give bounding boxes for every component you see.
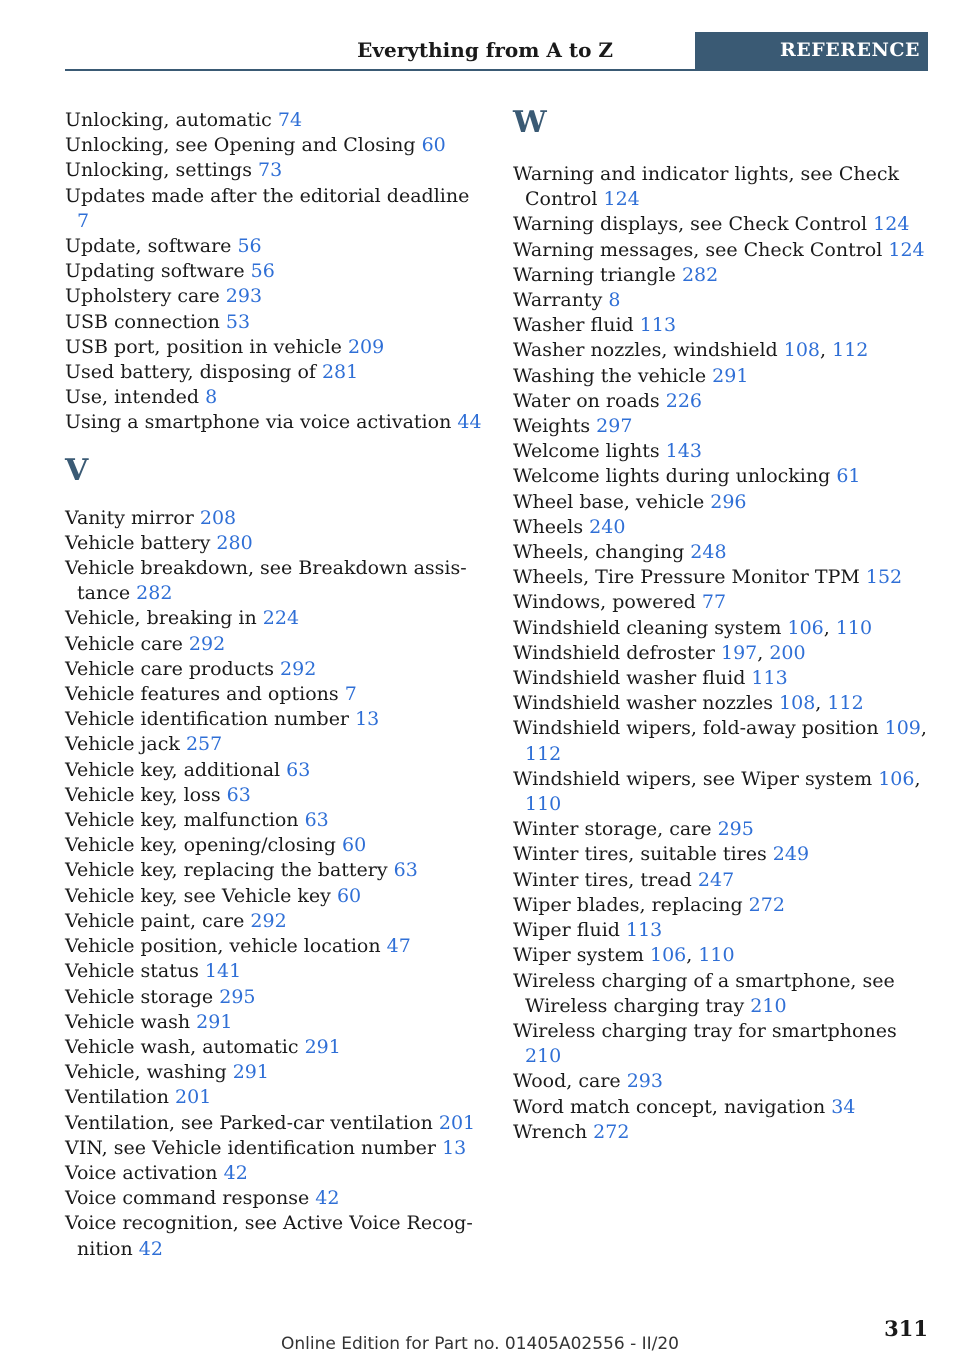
header-rule	[65, 69, 695, 71]
index-entry	[65, 884, 485, 909]
page-reference-link[interactable]: 291	[196, 1010, 233, 1033]
index-entry	[65, 184, 485, 234]
index-letter-heading-v: V	[65, 452, 89, 488]
index-entry: Windshield defroster 197, 200	[513, 641, 806, 664]
index-entry	[513, 238, 933, 263]
page-reference-link[interactable]: 113	[626, 919, 663, 942]
page-reference-link[interactable]: 282	[136, 582, 173, 605]
index-entry-term: Windows, powered	[513, 591, 696, 614]
index-entry	[513, 893, 933, 918]
index-entry-term: Vehicle battery	[65, 531, 211, 554]
page-reference-link[interactable]: 201	[438, 1111, 476, 1134]
page-reference-link[interactable]: 210	[525, 1045, 562, 1068]
index-entry-term: Vehicle, breaking in	[65, 607, 257, 630]
index-entry	[513, 313, 933, 338]
index-entry-term: Weights	[513, 415, 591, 438]
index-entry-term: Vehicle wash, automatic	[65, 1035, 299, 1058]
index-column-right	[513, 106, 933, 1145]
index-entry	[65, 133, 485, 158]
index-entry: Windshield wipers, see Wiper system 106, 110	[513, 767, 921, 816]
page-reference-link[interactable]: 8	[608, 289, 621, 312]
index-entry	[513, 540, 933, 565]
index-entry	[65, 707, 485, 732]
index-entry	[65, 758, 485, 783]
index-entry-term: Vehicle key, see Vehicle key	[65, 884, 331, 907]
index-list-v	[65, 506, 485, 1262]
page-reference-link[interactable]: 295	[219, 985, 256, 1008]
index-entry	[513, 969, 933, 1019]
index-entry	[65, 284, 485, 309]
page-reference-link[interactable]: 112	[832, 339, 869, 362]
index-entry-term: Vehicle breakdown, see Breakdown assistance	[65, 557, 467, 605]
page-reference-link[interactable]: 109	[884, 717, 921, 740]
index-entry	[65, 833, 485, 858]
index-entry-term: Warning displays, see Check Control	[513, 213, 868, 236]
page-reference-link[interactable]: 297	[596, 415, 633, 438]
index-entry	[65, 1060, 485, 1085]
index-entry-term: Use, intended	[65, 386, 200, 409]
page-reference-link[interactable]: 53	[225, 310, 251, 333]
index-entry	[513, 1019, 933, 1069]
index-entry-term: Vehicle storage	[65, 985, 214, 1008]
page-reference-link[interactable]: 108	[783, 339, 821, 362]
page-reference-link[interactable]: 292	[188, 632, 226, 655]
index-entry	[65, 783, 485, 808]
index-entry-term: Updates made after the editorial deadline	[65, 184, 470, 207]
index-entry	[513, 212, 933, 237]
page-reference-link[interactable]: 291	[304, 1035, 341, 1058]
index-entry-term: Wheels, changing	[513, 541, 685, 564]
index-entry-term: Unlocking, see Opening and Closing	[65, 134, 416, 157]
index-entry-term: Upholstery care	[65, 285, 220, 308]
index-entry-term: Vehicle jack	[65, 733, 180, 756]
index-entry-term: Vehicle key, loss	[65, 783, 221, 806]
page-reference-link[interactable]: 42	[138, 1237, 163, 1260]
index-entry-term: Windshield washer fluid	[513, 667, 746, 690]
index-entry	[65, 259, 485, 284]
page-reference-link[interactable]: 7	[344, 683, 357, 706]
page-reference-link[interactable]: 292	[280, 657, 317, 680]
index-entry	[513, 918, 933, 943]
index-entry	[65, 732, 485, 757]
page-reference-link[interactable]: 108	[779, 692, 816, 715]
index-entry-term: Vehicle paint, care	[65, 909, 245, 932]
index-entry	[65, 310, 485, 335]
index-entry-term: Wiper system	[513, 944, 644, 967]
index-entry-term: Vehicle status	[65, 960, 199, 983]
index-entry-term: Vehicle position, vehicle location	[65, 935, 381, 958]
page-reference-link[interactable]: 63	[286, 758, 311, 781]
page-reference-link[interactable]: 106	[878, 767, 915, 790]
index-entry-term: Wiper fluid	[513, 919, 620, 942]
page-reference-link[interactable]: 209	[347, 335, 385, 358]
page-reference-link[interactable]: 60	[341, 834, 367, 857]
index-entry-term: Voice command response	[65, 1187, 310, 1210]
page-reference-link[interactable]: 208	[199, 506, 237, 529]
index-entry-term: Vehicle features and options	[65, 683, 339, 706]
index-entry-term: Voice recognition, see Active Voice Recognition	[65, 1212, 473, 1260]
page-reference-link[interactable]: 293	[626, 1070, 663, 1093]
page-reference-link[interactable]: 63	[393, 859, 418, 882]
page-reference-link[interactable]: 291	[712, 364, 749, 387]
index-entry-term: Updating software	[65, 260, 245, 283]
index-entry	[513, 817, 933, 842]
page-reference-link[interactable]: 141	[204, 960, 242, 983]
index-entry	[513, 868, 933, 893]
section-tab: REFERENCE	[695, 32, 928, 71]
page-reference-link[interactable]: 282	[681, 263, 719, 286]
page-reference-link[interactable]: 34	[831, 1095, 856, 1118]
page-reference-link[interactable]: 200	[769, 641, 806, 664]
page-reference-link[interactable]: 113	[751, 667, 788, 690]
index-entry-term: Wheels, Tire Pressure Monitor TPM	[513, 566, 860, 589]
index-entry-term: USB port, position in vehicle	[65, 335, 342, 358]
index-entry-term: Wireless charging of a smartphone, see Wireless charging tray	[513, 969, 895, 1017]
index-entry	[65, 385, 485, 410]
index-entry-term: Vehicle, washing	[65, 1061, 227, 1084]
page-reference-link[interactable]: 56	[250, 260, 275, 283]
index-entry-term: Update, software	[65, 235, 232, 258]
page-reference-link[interactable]: 63	[304, 809, 329, 832]
index-entry-term: Wood, care	[513, 1070, 621, 1093]
page-reference-link[interactable]: 8	[205, 386, 218, 409]
index-entry: Windshield wipers, fold-away position 109, 112	[513, 717, 927, 765]
page-reference-link[interactable]: 201	[175, 1086, 212, 1109]
page-reference-link[interactable]: 13	[355, 708, 380, 731]
page-reference-link[interactable]: 112	[827, 692, 864, 715]
page-reference-link[interactable]: 60	[336, 884, 362, 907]
page-reference-link[interactable]: 63	[226, 783, 251, 806]
page-reference-link[interactable]: 110	[525, 793, 562, 816]
index-entry	[513, 1069, 933, 1094]
index-entry-term: Vehicle care products	[65, 657, 274, 680]
page-reference-link[interactable]: 124	[603, 188, 640, 211]
page-reference-link[interactable]: 210	[750, 994, 787, 1017]
page-reference-link[interactable]: 224	[262, 607, 300, 630]
index-entry	[513, 162, 933, 212]
index-entry: Wiper system 106, 110	[513, 944, 735, 967]
index-entry	[513, 590, 933, 615]
index-entry-term: USB connection	[65, 310, 220, 333]
index-entry	[513, 515, 933, 540]
index-entry	[65, 1111, 485, 1136]
index-entry-term: Voice activation	[65, 1161, 218, 1184]
page-reference-link[interactable]: 112	[525, 742, 562, 765]
index-column-left	[65, 108, 485, 1262]
page-reference-link[interactable]: 106	[649, 944, 687, 967]
index-entry-term: Warning and indicator lights, see Check Control	[513, 163, 899, 211]
index-entry-term: Wrench	[513, 1120, 588, 1143]
index-entry	[513, 364, 933, 389]
index-entry	[513, 1095, 933, 1120]
index-entry	[513, 842, 933, 867]
index-entry-term: Washer fluid	[513, 314, 634, 337]
page-reference-link[interactable]: 249	[772, 843, 810, 866]
page-reference-link[interactable]: 293	[225, 285, 263, 308]
index-entry: Washer nozzles, windshield 108, 112	[513, 339, 869, 362]
index-entry	[65, 606, 485, 631]
page-reference-link[interactable]: 56	[237, 235, 262, 258]
index-entry	[65, 985, 485, 1010]
index-entry-term: Winter tires, suitable tires	[513, 843, 767, 866]
page-reference-link[interactable]: 113	[639, 314, 677, 337]
index-entry	[65, 108, 485, 133]
page-reference-link[interactable]: 197	[720, 641, 758, 664]
index-entry	[65, 934, 485, 959]
page-reference-link[interactable]: 296	[710, 490, 747, 513]
index-entry	[65, 909, 485, 934]
index-entry-term: Unlocking, automatic	[65, 109, 272, 131]
page-reference-link[interactable]: 44	[457, 411, 482, 434]
index-entry-term: Warranty	[513, 289, 603, 312]
index-entry: Windshield cleaning system 106, 110	[513, 616, 873, 639]
page-reference-link[interactable]: 106	[787, 616, 824, 639]
index-entry	[513, 389, 933, 414]
index-entry	[513, 288, 933, 313]
index-entry-term: Vehicle key, additional	[65, 758, 281, 781]
page-reference-link[interactable]: 73	[258, 159, 283, 182]
index-entry-term: Warning triangle	[513, 263, 676, 286]
index-entry	[65, 1136, 485, 1161]
page-reference-link[interactable]: 42	[223, 1161, 248, 1184]
index-entry	[513, 666, 933, 691]
page-reference-link[interactable]: 280	[216, 531, 253, 554]
index-entry-term: Winter tires, tread	[513, 868, 692, 891]
page-reference-link[interactable]: 61	[836, 465, 861, 488]
index-entry	[65, 360, 485, 385]
page-reference-link[interactable]: 60	[421, 134, 446, 157]
index-entry-term: Vanity mirror	[65, 506, 194, 529]
index-entry-term: Vehicle care	[65, 632, 183, 655]
index-entry: Windshield washer nozzles 108, 112	[513, 692, 864, 715]
index-entry-term: Windshield washer nozzles	[513, 692, 773, 715]
index-entry	[65, 959, 485, 984]
header-title: Everything from A to Z	[357, 38, 613, 62]
index-entry	[65, 335, 485, 360]
index-entry	[65, 632, 485, 657]
index-entry	[513, 1120, 933, 1145]
page-header	[65, 32, 928, 71]
index-entry-term: Winter storage, care	[513, 818, 712, 841]
index-entry-term: Used battery, disposing of	[65, 361, 316, 384]
index-entry-term: Windshield defroster	[513, 641, 715, 664]
page-reference-link[interactable]: 13	[442, 1136, 467, 1159]
index-letter-heading-w: W	[513, 105, 547, 140]
page-reference-link[interactable]: 124	[873, 213, 910, 236]
page-reference-link[interactable]: 291	[232, 1061, 269, 1084]
index-entry-term: Wheel base, vehicle	[513, 490, 705, 513]
index-entry-term: VIN, see Vehicle identification number	[65, 1136, 437, 1159]
index-entry-term: Ventilation, see Parked-car ventilation	[65, 1111, 433, 1134]
index-entry	[65, 234, 485, 259]
index-entry-term: Welcome lights during unlocking	[513, 465, 831, 488]
index-entry	[65, 1085, 485, 1110]
index-entry-term: Wiper blades, replacing	[513, 893, 743, 916]
index-entry	[65, 531, 485, 556]
index-entry-term: Vehicle key, opening/closing	[65, 834, 336, 857]
index-entry	[65, 158, 485, 183]
page-reference-link[interactable]: 240	[589, 515, 626, 538]
page-reference-link[interactable]: 110	[698, 944, 735, 967]
index-entry	[513, 439, 933, 464]
index-entry	[65, 1035, 485, 1060]
index-entry-term: Windshield cleaning system	[513, 616, 782, 639]
index-entry	[513, 464, 933, 489]
index-entry	[65, 506, 485, 531]
page-number: 311	[884, 1316, 928, 1341]
index-entry-term: Water on roads	[513, 389, 660, 412]
page-reference-link[interactable]: 74	[277, 109, 303, 131]
footer-edition-text: Online Edition for Part no. 01405A02556 - II/20	[280, 1334, 679, 1354]
index-entry	[65, 1211, 485, 1261]
index-entry	[513, 565, 933, 590]
index-entry	[513, 490, 933, 515]
page-reference-link[interactable]: 292	[250, 909, 287, 932]
index-entry	[513, 414, 933, 439]
page-reference-link[interactable]: 77	[701, 591, 727, 614]
index-entry-term: Wireless charging tray for smartphones	[513, 1019, 897, 1042]
page-reference-link[interactable]: 226	[665, 389, 702, 412]
page-reference-link[interactable]: 272	[593, 1120, 630, 1143]
index-entry	[65, 657, 485, 682]
index-entry	[65, 858, 485, 883]
index-entry-term: Windshield wipers, fold-away position	[513, 717, 879, 740]
index-entry	[65, 682, 485, 707]
page-reference-link[interactable]: 248	[690, 541, 727, 564]
index-entry	[65, 1186, 485, 1211]
index-entry-term: Warning messages, see Check Control	[513, 238, 883, 261]
index-list-w	[513, 162, 933, 1145]
index-entry-term: Wheels	[513, 515, 584, 538]
index-entry-term: Washing the vehicle	[513, 364, 707, 387]
index-list-u	[65, 108, 485, 436]
index-entry-term: Ventilation	[65, 1086, 169, 1109]
index-entry-term: Vehicle wash	[65, 1010, 191, 1033]
index-entry	[65, 1010, 485, 1035]
index-entry-term: Vehicle key, replacing the battery	[65, 859, 388, 882]
page-reference-link[interactable]: 295	[717, 818, 754, 841]
page-reference-link[interactable]: 110	[835, 616, 873, 639]
page-reference-link[interactable]: 7	[77, 209, 90, 232]
index-entry	[513, 263, 933, 288]
page-reference-link[interactable]: 247	[697, 868, 735, 891]
page-reference-link[interactable]: 152	[865, 566, 903, 589]
page-reference-link[interactable]: 257	[185, 733, 223, 756]
page-reference-link[interactable]: 42	[315, 1187, 340, 1210]
index-entry	[65, 1161, 485, 1186]
index-entry	[65, 808, 485, 833]
index-entry	[65, 556, 485, 606]
index-entry-term: Welcome lights	[513, 440, 660, 463]
index-entry-term: Vehicle key, malfunction	[65, 809, 299, 832]
index-entry	[65, 410, 485, 435]
page-reference-link[interactable]: 124	[888, 238, 925, 261]
index-entry-term: Vehicle identification number	[65, 708, 350, 731]
page-reference-link[interactable]: 281	[321, 361, 359, 384]
page-reference-link[interactable]: 47	[386, 935, 411, 958]
page-reference-link[interactable]: 143	[665, 440, 702, 463]
index-entry-term: Washer nozzles, windshield	[513, 339, 778, 362]
index-entry-term: Word match concept, navigation	[513, 1095, 826, 1118]
index-entry-term: Windshield wipers, see Wiper system	[513, 767, 873, 790]
index-entry-term: Unlocking, settings	[65, 159, 252, 182]
page-reference-link[interactable]: 272	[748, 893, 785, 916]
index-entry-term: Using a smartphone via voice activation	[65, 411, 452, 434]
